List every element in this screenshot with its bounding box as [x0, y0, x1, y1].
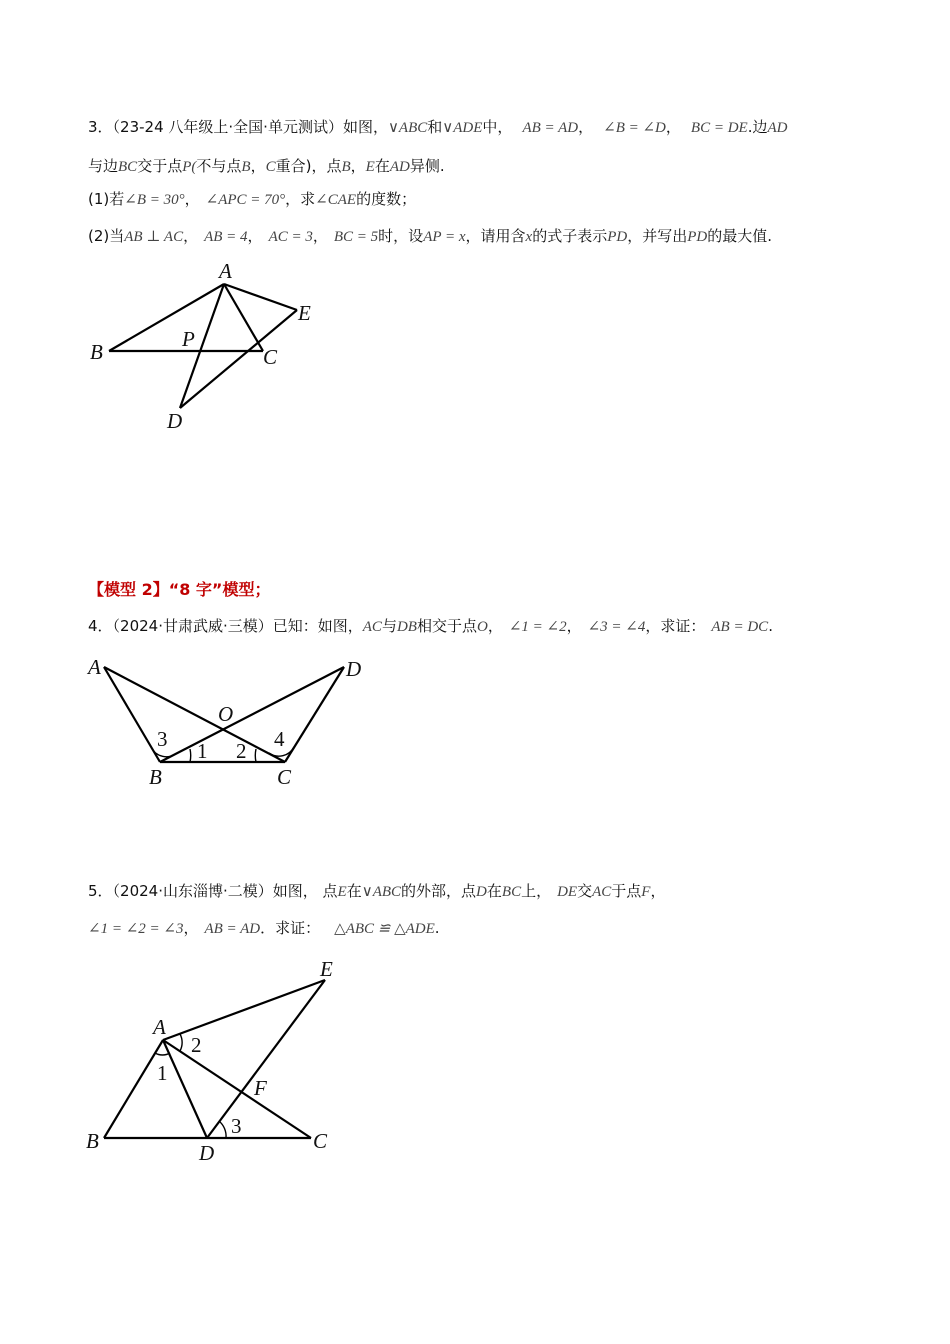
q5-point-e: E: [337, 884, 347, 900]
q5-segment-ae: [163, 980, 325, 1040]
q3-text: 的式子表示: [532, 227, 608, 245]
q3-text: (2)当: [88, 227, 125, 245]
q4-text: 与: [381, 617, 397, 635]
q5-label-e: E: [320, 957, 333, 981]
q3-pd: PD: [687, 229, 708, 245]
q3-pd: PD: [607, 229, 628, 245]
q3-text: ，并写出: [627, 227, 688, 245]
q3-source: （23-24 八年级上·全国·单元测试）如图，: [112, 118, 388, 136]
q3-bc: BC: [118, 159, 138, 175]
q5-text: 交: [577, 882, 593, 900]
q3-angle-cae: ∠CAE: [315, 192, 357, 208]
q4-db: DB: [396, 619, 417, 635]
q5-label-b: B: [86, 1129, 99, 1153]
q3-triangle-ade: ∨ADE: [442, 120, 483, 136]
q3-ad: AD: [389, 159, 410, 175]
q5-angle-mark-2: [180, 1034, 182, 1051]
q3-eq-ap: AP = x: [423, 229, 466, 245]
q4-text: ，求证：: [645, 617, 706, 635]
q3-text: 和: [427, 118, 443, 136]
q5-label-3: 3: [231, 1114, 242, 1138]
q5-label-1: 1: [157, 1061, 168, 1085]
q5-label-2: 2: [191, 1033, 202, 1057]
q3-triangle-abc: ∨ABC: [387, 120, 428, 136]
q3-text: 与边: [88, 157, 119, 175]
q3-text: ，: [183, 227, 199, 245]
q3-text: ，请用含: [465, 227, 526, 245]
q3-eq-ab-ad: AB = AD: [522, 120, 579, 136]
q3-x: x: [525, 229, 533, 245]
q5-text: 于点: [611, 882, 642, 900]
q5-label-c: C: [313, 1129, 328, 1153]
q3-text: ，: [665, 118, 681, 136]
q3-text: ，: [312, 227, 328, 245]
q4-label-c: C: [277, 765, 292, 789]
q4-source: （2024·甘肃武威·三模）已知：如图，: [112, 617, 363, 635]
q5-point-d: D: [476, 884, 487, 900]
q5-text: 上，: [521, 882, 552, 900]
q5-eq-angles: ∠1 = ∠2 = ∠3: [88, 921, 184, 937]
q3-text: 的最大值.: [707, 227, 773, 245]
q4-label-o: O: [218, 702, 234, 726]
q5-angle-mark-1: [155, 1053, 170, 1055]
q4-label-4: 4: [274, 727, 285, 751]
q3-text: ，: [578, 118, 594, 136]
q3-label-p: P: [182, 327, 195, 351]
q5-text: 在: [486, 882, 502, 900]
q3-label-d: D: [167, 409, 183, 433]
q3-text: ，: [184, 190, 200, 208]
q5-text: ．求证：: [260, 919, 321, 937]
q5-text: ，: [183, 919, 199, 937]
q5-eq-congruent: △ABC ≌ △ADE: [334, 921, 435, 937]
q3-eq-bc-de: BC = DE: [690, 120, 748, 136]
q3-point-b: B: [241, 159, 251, 175]
q3-text: 重合)，点: [275, 157, 342, 175]
q3-text: 的度数；: [356, 190, 417, 208]
q5-text: 的外部，点: [401, 882, 477, 900]
q4-text: .: [768, 617, 773, 635]
q3-text: ，: [250, 157, 266, 175]
q5-label-f: F: [254, 1076, 267, 1100]
q5-text: ，: [650, 882, 666, 900]
q5-bc: BC: [501, 884, 522, 900]
q5-eq-ab-ad: AB = AD: [204, 921, 261, 937]
q4-o: O: [476, 619, 488, 635]
q4-ac: AC: [362, 619, 382, 635]
q4-eq-angle-3-4: ∠3 = ∠4: [587, 619, 646, 635]
q5-segment-ab: [104, 1040, 163, 1138]
q3-label-e: E: [298, 301, 311, 325]
q3-ad: AD: [767, 120, 788, 136]
q3-text: ，: [247, 227, 263, 245]
q5-source: （2024·山东淄博·二模）如图， 点: [112, 882, 338, 900]
q4-label-d: D: [346, 657, 362, 681]
q5-angle-mark-3: [219, 1121, 226, 1138]
q3-text: 中，: [482, 118, 513, 136]
q4-text: 相交于点: [416, 617, 477, 635]
q3-text: ，: [350, 157, 366, 175]
q3-text: 时，设: [378, 227, 424, 245]
q5-text: .: [434, 919, 440, 937]
q5-label-a: A: [153, 1015, 166, 1039]
q3-eq-angle-b: ∠B = 30°: [124, 192, 185, 208]
q3-eq-angle-apc: ∠APC = 70°: [205, 192, 286, 208]
q3-eq-perp: AB ⊥ AC: [124, 229, 184, 245]
q5-text: 在: [346, 882, 362, 900]
q4-number: 4．: [88, 617, 113, 635]
q4-eq-angle-1-2: ∠1 = ∠2: [508, 619, 567, 635]
q3-text: .边: [747, 118, 768, 136]
q3-p: P(: [182, 159, 197, 175]
q3-text: ，求: [285, 190, 316, 208]
q5-de: DE: [557, 884, 578, 900]
q3-eq-ac: AC = 3: [268, 229, 313, 245]
q3-label-a: A: [219, 259, 232, 283]
model-2-heading: 【模型 2】“8 字”模型；: [88, 580, 271, 599]
q5-triangle-abc: ∨ABC: [361, 884, 402, 900]
q3-eq-bc: BC = 5: [333, 229, 379, 245]
q5-number: 5．: [88, 882, 113, 900]
q4-text: ，: [487, 617, 503, 635]
q4-label-b: B: [149, 765, 162, 789]
q3-text: 异侧.: [409, 157, 445, 175]
q4-label-a: A: [88, 655, 101, 679]
q4-eq-ab-dc: AB = DC: [711, 619, 769, 635]
q5-segment-ed: [207, 980, 325, 1138]
q3-label-c: C: [263, 345, 278, 369]
q5-point-f: F: [641, 884, 651, 900]
q3-point-c: C: [265, 159, 276, 175]
q3-point-b: B: [341, 159, 351, 175]
q3-label-b: B: [90, 340, 103, 364]
q4-label-3: 3: [157, 727, 168, 751]
q3-point-e: E: [365, 159, 375, 175]
q4-label-2: 2: [236, 739, 247, 763]
q3-text: 交于点: [137, 157, 183, 175]
q5-label-d: D: [199, 1141, 215, 1165]
q3-text: (1)若: [88, 190, 125, 208]
q3-text: 在: [374, 157, 390, 175]
q3-number: 3．: [88, 118, 113, 136]
q4-label-1: 1: [197, 739, 208, 763]
q3-text: 不与点: [196, 157, 242, 175]
q4-text: ，: [566, 617, 582, 635]
q3-eq-angle-b-d: ∠B = ∠D: [603, 120, 666, 136]
q5-ac: AC: [592, 884, 612, 900]
q3-eq-ab: AB = 4: [204, 229, 248, 245]
